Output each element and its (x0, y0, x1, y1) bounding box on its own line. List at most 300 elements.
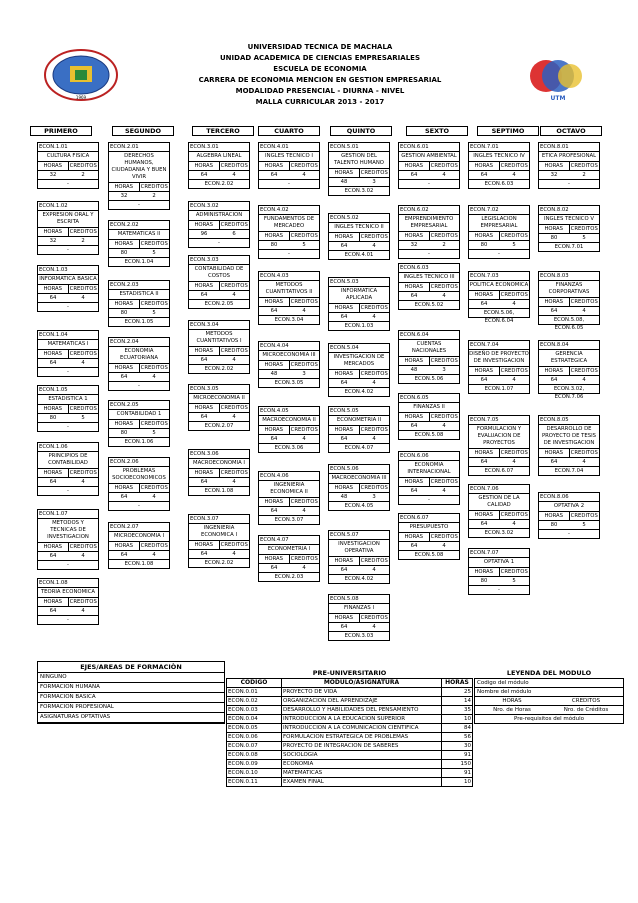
hours-credits-header (109, 183, 169, 192)
course-prerequisite: - (428, 497, 430, 503)
hours-credits-header (469, 511, 529, 520)
course-prerequisite: ECON.2.02 (204, 181, 234, 187)
hours-credits-header (109, 542, 169, 551)
hours-credits-header (329, 484, 389, 493)
credits-label: CREDITOS (360, 427, 388, 433)
hours-credits-values (469, 241, 529, 250)
hours-credits-header (399, 232, 459, 241)
hours-credits-values (189, 230, 249, 239)
course-prerequisite: ECON.3.04 (274, 317, 304, 323)
credits-label: CREDITOS (290, 499, 318, 505)
course-card (468, 415, 530, 476)
hours-credits-values (38, 414, 98, 423)
course-hours: 64 (410, 172, 418, 178)
course-hours: 64 (340, 624, 348, 630)
ejes-item: NINGUNO (38, 673, 224, 683)
hours-credits-values (189, 478, 249, 487)
course-hours: 48 (340, 179, 348, 185)
course-name: EXPRESION ORAL Y ESCRITA (38, 211, 98, 228)
course-hours: 80 (120, 430, 128, 436)
course-name: GERENCIA ESTRATEGICA (539, 350, 599, 367)
pre-title: PRE-UNIVERSITARIO (312, 669, 387, 677)
course-prerequisite: - (428, 251, 430, 257)
course-credits: 2 (442, 242, 446, 248)
course-hours: 32 (550, 172, 558, 178)
course-credits: 3 (442, 367, 446, 373)
course-credits: 5 (512, 242, 516, 248)
course-prerequisite: ECON.5.06, ECON.6.04 (483, 310, 515, 324)
course-hours: 64 (200, 172, 208, 178)
ejes-item: FORMACION BASICA (38, 693, 224, 703)
course-code: ECON.3.06 (189, 450, 249, 459)
course-credits: 4 (372, 243, 376, 249)
course-prerequisite: ECON.7.04 (554, 468, 584, 474)
course-credits: 5 (512, 578, 516, 584)
course-hours: 64 (270, 436, 278, 442)
hours-credits-values (259, 171, 319, 180)
hours-credits-values (109, 493, 169, 502)
course-name: ECONOMIA ECUATORIANA (109, 347, 169, 364)
pre-row (227, 724, 473, 733)
course-hours: 64 (49, 553, 57, 559)
ejes-item: ASIGNATURAS OPTATIVAS (38, 713, 224, 723)
hours-label: HORAS (399, 533, 430, 541)
course-card (188, 449, 250, 496)
course-code: ECON.8.01 (539, 143, 599, 152)
course-card (398, 451, 460, 505)
hours-credits-header (109, 300, 169, 309)
course-code: ECON.5.05 (329, 407, 389, 416)
course-prerequisite: ECON.6.03 (484, 181, 514, 187)
course-name: INVESTIGACION DE MERCADOS (329, 353, 389, 370)
hours-label: HORAS (469, 162, 500, 170)
course-credits: 4 (152, 374, 156, 380)
credits-label: CREDITOS (290, 299, 318, 305)
course-name: INGENIERIA ECONOMICA I (189, 524, 249, 541)
credits-label: CREDITOS (430, 479, 458, 485)
course-code: ECON.7.05 (469, 416, 529, 425)
credits-label: CREDITOS (140, 365, 168, 371)
course-hours: 64 (270, 308, 278, 314)
hours-label: HORAS (329, 614, 360, 622)
credits-label: CREDITOS (430, 233, 458, 239)
pre-hours: 35 (442, 706, 473, 715)
course-name: DESARROLLO DE PROYECTO DE TESIS DE INVESTIGACION (539, 425, 599, 449)
course-credits: 4 (302, 308, 306, 314)
course-code: ECON.5.03 (329, 278, 389, 287)
hours-credits-values (189, 550, 249, 559)
hours-label: HORAS (469, 568, 500, 576)
pre-module: PROYECTO DE INTEGRACION DE SABERES (282, 742, 442, 751)
course-code: ECON.3.02 (189, 202, 249, 211)
course-card (108, 522, 170, 569)
course-card (328, 530, 390, 584)
course-hours: 64 (410, 488, 418, 494)
course-credits: 3 (372, 494, 376, 500)
hours-credits-values (329, 313, 389, 322)
hours-credits-values (189, 291, 249, 300)
header-line: ESCUELA DE ECONOMIA (273, 65, 367, 73)
course-card (37, 265, 99, 312)
course-card (468, 142, 530, 189)
course-credits: 5 (152, 250, 156, 256)
legend-title: LEYENDA DEL MODULO (506, 669, 592, 677)
hours-label: HORAS (329, 233, 360, 241)
course-hours: 64 (49, 360, 57, 366)
course-name: MACROECONOMIA III (329, 474, 389, 484)
course-credits: 4 (512, 377, 516, 383)
credits-label: CREDITOS (220, 405, 248, 411)
hours-label: HORAS (259, 298, 290, 306)
course-code: ECON.6.01 (399, 143, 459, 152)
course-hours: 80 (49, 415, 57, 421)
course-code: ECON.5.07 (329, 531, 389, 540)
course-card (328, 343, 390, 397)
hours-credits-header (399, 357, 459, 366)
course-prerequisite: ECON.5.02 (414, 302, 444, 308)
hours-label: HORAS (539, 298, 570, 306)
course-hours: 64 (340, 243, 348, 249)
credits-label: CREDITOS (570, 226, 598, 232)
course-hours: 80 (120, 310, 128, 316)
credits-label: CREDITOS (570, 299, 598, 305)
hours-credits-values (399, 241, 459, 250)
course-hours: 48 (270, 371, 278, 377)
hours-credits-values (38, 607, 98, 616)
hours-label: HORAS (329, 169, 360, 177)
hours-credits-values (399, 171, 459, 180)
course-name: ALGEBRA LINEAL (189, 152, 249, 162)
hours-label: HORAS (539, 449, 570, 457)
course-card (328, 277, 390, 331)
course-code: ECON.5.01 (329, 143, 389, 152)
course-prerequisite: ECON.3.06 (274, 445, 304, 451)
hours-credits-values (539, 458, 599, 467)
course-name: INGLES TECNICO IV (469, 152, 529, 162)
course-credits: 4 (81, 360, 85, 366)
hours-credits-values (539, 376, 599, 385)
semester-header-8: OCTAVO (540, 126, 602, 136)
course-credits: 5 (302, 242, 306, 248)
course-credits: 4 (372, 314, 376, 320)
course-card (37, 142, 99, 189)
legend-hours: HORAS (502, 698, 522, 704)
course-name: FUNDAMENTOS DE MERCADEO (259, 215, 319, 232)
course-prerequisite: ECON.3.05 (274, 380, 304, 386)
hours-label: HORAS (109, 542, 140, 550)
course-code: ECON.5.04 (329, 344, 389, 353)
hours-label: HORAS (189, 347, 220, 355)
pre-code: ECON.0.10 (227, 769, 282, 778)
course-name: TEORIA ECONOMICA (38, 588, 98, 598)
hours-label: HORAS (329, 370, 360, 378)
legend-name: Nombre del módulo (477, 689, 532, 695)
course-name: EMPRENDIMIENTO EMPRESARIAL (399, 215, 459, 232)
credits-label: CREDITOS (69, 544, 97, 550)
hours-credits-header (259, 361, 319, 370)
hours-credits-values (259, 241, 319, 250)
credits-label: CREDITOS (140, 421, 168, 427)
hours-label: HORAS (259, 361, 290, 369)
hours-label: HORAS (109, 484, 140, 492)
course-hours: 64 (200, 479, 208, 485)
course-hours: 80 (550, 235, 558, 241)
course-prerequisite: ECON.4.02 (344, 576, 374, 582)
course-hours: 64 (340, 380, 348, 386)
course-card (468, 271, 530, 324)
credits-label: CREDITOS (69, 163, 97, 169)
credits-label: CREDITOS (220, 470, 248, 476)
course-hours: 64 (550, 459, 558, 465)
header-line: MALLA CURRICULAR 2013 - 2017 (255, 98, 385, 106)
hours-label: HORAS (539, 162, 570, 170)
course-name: PRINCIPIOS DE CONTABILIDAD (38, 452, 98, 469)
course-credits: 4 (442, 543, 446, 549)
course-hours: 48 (340, 494, 348, 500)
course-code: ECON.3.01 (189, 143, 249, 152)
credits-label: CREDITOS (69, 351, 97, 357)
course-credits: 4 (232, 292, 236, 298)
hours-credits-values (38, 171, 98, 180)
course-code: ECON.2.04 (109, 338, 169, 347)
header-line: MODALIDAD PRESENCIAL - DIURNA - NIVEL (235, 87, 405, 95)
pre-row (227, 751, 473, 760)
credits-label: CREDITOS (360, 234, 388, 240)
hours-credits-values (329, 623, 389, 632)
course-credits: 4 (302, 172, 306, 178)
ejes-item: FORMACION HUMANA (38, 683, 224, 693)
credits-label: CREDITOS (140, 485, 168, 491)
pre-code: ECON.0.07 (227, 742, 282, 751)
pre-hours: 91 (442, 751, 473, 760)
credits-label: CREDITOS (360, 170, 388, 176)
svg-text:UTM: UTM (550, 95, 566, 102)
hours-label: HORAS (109, 183, 140, 191)
hours-credits-header (189, 469, 249, 478)
hours-label: HORAS (539, 225, 570, 233)
hours-label: HORAS (38, 543, 69, 551)
course-credits: 4 (81, 295, 85, 301)
hours-credits-header (109, 484, 169, 493)
hours-label: HORAS (259, 555, 290, 563)
course-prerequisite: ECON.4.05 (344, 503, 374, 509)
course-name: MICROECONOMIA II (189, 394, 249, 404)
course-hours: 32 (49, 238, 57, 244)
hours-credits-header (469, 162, 529, 171)
pre-code: ECON.0.11 (227, 778, 282, 787)
course-hours: 64 (340, 314, 348, 320)
course-card (398, 513, 460, 560)
course-code: ECON.7.06 (469, 485, 529, 494)
header-line: CARRERA DE ECONOMIA MENCION EN GESTION EMPRESARIAL (198, 76, 442, 84)
course-code: ECON.4.01 (259, 143, 319, 152)
course-prerequisite: - (67, 369, 69, 375)
hours-credits-header (329, 614, 389, 623)
hours-label: HORAS (189, 541, 220, 549)
hours-label: HORAS (469, 449, 500, 457)
course-card (108, 337, 170, 391)
course-code: ECON.7.02 (469, 206, 529, 215)
course-code: ECON.1.01 (38, 143, 98, 152)
pre-code: ECON.0.04 (227, 715, 282, 724)
course-name: GESTION DEL TALENTO HUMANO (329, 152, 389, 169)
legend-credits: CREDITOS (571, 698, 601, 704)
credits-label: CREDITOS (360, 305, 388, 311)
pre-row (227, 778, 473, 787)
credits-label: CREDITOS (290, 233, 318, 239)
pre-code: ECON.0.06 (227, 733, 282, 742)
course-name: PRESUPUESTO (399, 523, 459, 533)
course-name: MICROECONOMIA III (259, 351, 319, 361)
course-credits: 4 (372, 436, 376, 442)
credits-label: CREDITOS (360, 371, 388, 377)
hours-credits-header (329, 557, 389, 566)
course-prerequisite: ECON.3.07 (274, 517, 304, 523)
hours-label: HORAS (539, 512, 570, 520)
hours-label: HORAS (38, 469, 69, 477)
course-hours: 64 (49, 295, 57, 301)
hours-credits-values (38, 359, 98, 368)
hours-credits-header (189, 282, 249, 291)
pre-hours: 91 (442, 769, 473, 778)
course-prerequisite: ECON.1.07 (484, 386, 514, 392)
course-card (328, 142, 390, 196)
course-hours: 48 (410, 367, 418, 373)
hours-credits-header (539, 225, 599, 234)
course-card (398, 263, 460, 310)
hours-label: HORAS (259, 426, 290, 434)
course-credits: 5 (152, 430, 156, 436)
course-card (538, 415, 600, 476)
course-code: ECON.5.06 (329, 465, 389, 474)
course-credits: 2 (582, 172, 586, 178)
ejes-item: FORMACION PROFESIONAL (38, 703, 224, 713)
hours-credits-values (38, 478, 98, 487)
credits-label: CREDITOS (220, 283, 248, 289)
course-name: ECONOMETRIA I (259, 545, 319, 555)
course-card (188, 384, 250, 431)
hours-credits-values (189, 171, 249, 180)
hours-credits-header (189, 221, 249, 230)
course-credits: 4 (81, 479, 85, 485)
course-prerequisite: - (498, 587, 500, 593)
course-card (398, 205, 460, 259)
hours-label: HORAS (399, 478, 430, 486)
course-name: GESTION AMBIENTAL (399, 152, 459, 162)
course-hours: 80 (120, 250, 128, 256)
pre-module: ECONOMIA (282, 760, 442, 769)
course-prerequisite: ECON.3.02, ECON.7.06 (553, 386, 585, 400)
pre-hours: 30 (442, 742, 473, 751)
course-prerequisite: - (67, 562, 69, 568)
course-credits: 3 (372, 179, 376, 185)
hours-label: HORAS (469, 511, 500, 519)
course-name: ESTADISTICA 1 (38, 395, 98, 405)
course-code: ECON.2.02 (109, 221, 169, 230)
course-code: ECON.1.08 (38, 579, 98, 588)
hours-label: HORAS (109, 240, 140, 248)
hours-label: HORAS (38, 285, 69, 293)
course-code: ECON.4.05 (259, 407, 319, 416)
pre-row (227, 769, 473, 778)
credits-label: CREDITOS (290, 427, 318, 433)
course-card (398, 393, 460, 440)
course-hours: 64 (340, 567, 348, 573)
hours-credits-header (189, 541, 249, 550)
course-code: ECON.2.07 (109, 523, 169, 532)
course-credits: 3 (302, 371, 306, 377)
credits-label: CREDITOS (500, 569, 528, 575)
legend-prereq: Pre-requisitos del módulo (513, 716, 585, 722)
course-code: ECON.7.01 (469, 143, 529, 152)
course-name: CUENTAS NACIONALES (399, 340, 459, 357)
course-credits: 4 (232, 551, 236, 557)
credits-label: CREDITOS (69, 229, 97, 235)
course-hours: 64 (49, 608, 57, 614)
course-name: ECONOMETRIA II (329, 416, 389, 426)
course-credits: 4 (582, 308, 586, 314)
course-prerequisite: - (568, 181, 570, 187)
course-card (108, 457, 170, 511)
credits-label: CREDITOS (290, 556, 318, 562)
course-credits: 4 (232, 357, 236, 363)
pre-module: SOCIOLOGIA (282, 751, 442, 760)
hours-label: HORAS (469, 291, 500, 299)
course-prerequisite: ECON.4.02 (344, 389, 374, 395)
course-credits: 4 (512, 521, 516, 527)
course-credits: 4 (232, 479, 236, 485)
hours-credits-values (539, 307, 599, 316)
course-credits: 4 (302, 508, 306, 514)
course-code: ECON.4.02 (259, 206, 319, 215)
pre-header-hours: HORAS (442, 679, 473, 688)
legend-ncredits: Nro. de Créditos (563, 707, 609, 713)
course-hours: 64 (410, 543, 418, 549)
credits-label: CREDITOS (69, 470, 97, 476)
hours-credits-header (189, 162, 249, 171)
course-name: MICROECONOMIA I (109, 532, 169, 542)
course-name: OPTATIVA 1 (469, 558, 529, 568)
course-prerequisite: ECON.5.08 (414, 552, 444, 558)
hours-credits-header (259, 162, 319, 171)
course-hours: 64 (270, 565, 278, 571)
hours-credits-values (469, 458, 529, 467)
hours-credits-header (469, 367, 529, 376)
pre-row (227, 715, 473, 724)
hours-label: HORAS (109, 420, 140, 428)
course-prerequisite: - (138, 503, 140, 509)
credits-label: CREDITOS (500, 368, 528, 374)
hours-credits-header (109, 364, 169, 373)
hours-credits-header (38, 598, 98, 607)
hours-label: HORAS (189, 221, 220, 229)
course-card (468, 340, 530, 394)
hours-credits-values (259, 370, 319, 379)
pre-module: MATEMATICAS (282, 769, 442, 778)
hours-label: HORAS (329, 557, 360, 565)
course-credits: 4 (442, 172, 446, 178)
course-name: FINANZAS II (399, 403, 459, 413)
hours-credits-header (189, 347, 249, 356)
hours-credits-header (329, 304, 389, 313)
course-code: ECON.3.04 (189, 321, 249, 330)
course-hours: 64 (200, 551, 208, 557)
course-prerequisite: - (67, 424, 69, 430)
hours-credits-header (329, 426, 389, 435)
course-hours: 80 (480, 242, 488, 248)
course-code: ECON.3.05 (189, 385, 249, 394)
course-code: ECON.6.05 (399, 394, 459, 403)
